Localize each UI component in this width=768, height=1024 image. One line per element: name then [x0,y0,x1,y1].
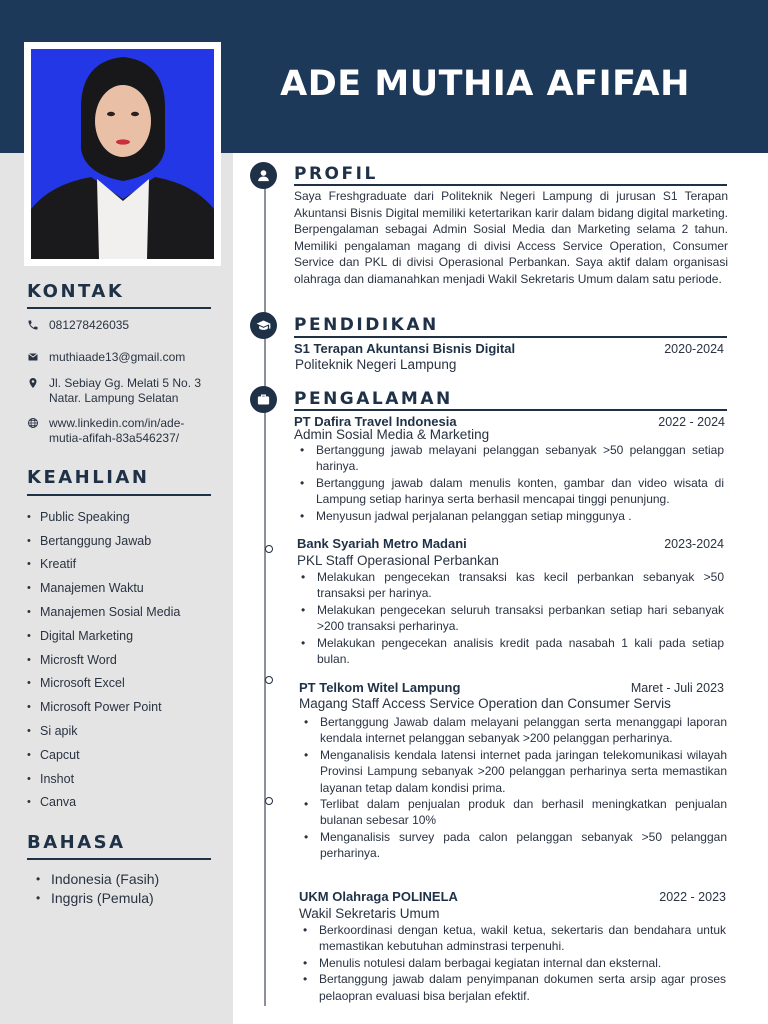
job-role: PKL Staff Operasional Perbankan [297,553,499,568]
list-item: • Menganalisis kendala latensi internet pada jaringan telekomunikasi wilayah Provinsi Lampung sebanyak >200 pelanggan perharinya serta memastikan layanan tetap dalam kondisi prima. [298,747,727,796]
list-item: • Melakukan pengecekan analisis kredit pada nasabah 1 kali pada setiap bulan. [295,635,724,668]
briefcase-icon [256,392,271,407]
timeline-dot [265,676,273,684]
list-item: • Menulis notulesi dalam berbagai kegiatan internal dan eksternal. [297,955,726,971]
organization-name: PT Dafira Travel Indonesia [294,414,457,429]
experience-entry-header [299,680,724,695]
list-item: • Indonesia (Fasih) [36,869,159,888]
list-item: • Si apik [27,719,180,743]
list-item: • Bertanggung jawab melayani pelanggan sebanyak >50 pelanggan setiap harinya. [294,442,724,475]
skills-section-divider [27,494,211,496]
responsibility-list [298,714,727,862]
responsibility-list [295,569,724,667]
list-item: • Berkoordinasi dengan ketua, wakil ketua, sekertaris dan bendahara untuk memastikan kebutuhan adminstrasi terpenuhi. [297,922,726,955]
experience-entry-header [297,536,724,551]
graduation-cap-icon [256,318,271,333]
education-section-divider [294,336,727,338]
list-item: • Kreatif [27,553,180,577]
list-item: • Melakukan pengecekan seluruh transaksi perbankan setiap hari sebanyak >200 transaksi perharinya. [295,602,724,635]
language-section-title: BAHASA [27,832,126,853]
timeline-dot [265,545,273,553]
language-section-divider [27,858,211,860]
contact-address [27,376,217,406]
school-name: Politeknik Negeri Lampung [295,357,457,372]
profile-photo [31,49,214,259]
experience-section-title: PENGALAMAN [294,389,453,409]
education-section-title: PENDIDIKAN [294,315,439,335]
list-item: • Melakukan pengecekan transaksi kas kecil perbankan sebanyak >50 transaksi per harinya. [295,569,724,602]
organization-name: UKM Olahraga POLINELA [299,889,458,904]
education-section-marker [250,312,277,339]
contact-linkedin[interactable] [27,416,217,446]
education-entry-header [294,341,724,356]
organization-name: PT Telkom Witel Lampung [299,680,461,695]
timeline-line [264,186,266,1006]
experience-dates: 2022 - 2024 [658,415,725,429]
job-role: Magang Staff Access Service Operation dan Consumer Servis [299,696,671,711]
responsibility-list [294,442,724,524]
list-item: • Terlibat dalam penjualan produk dan berhasil meningkatkan penjualan bulanan sebesar 10% [298,796,727,829]
list-item: • Manajemen Sosial Media [27,600,180,624]
phone-icon [27,318,49,331]
experience-dates: 2022 - 2023 [659,890,726,904]
list-item: • Manajemen Waktu [27,576,180,600]
contact-section-divider [27,307,211,309]
linkedin-url: www.linkedin.com/in/ade-mutia-afifah-83a546237/ [49,416,185,445]
list-item: • Bertanggung jawab dalam menulis konten, gambar dan video wisata di Lampung setiap harinya serta berhasil mencapai tinggi penunjung. [294,475,724,508]
list-item: • Capcut [27,743,180,767]
list-item: • Canva [27,791,180,815]
contact-email[interactable] [27,350,217,365]
experience-dates: Maret - Juli 2023 [630,681,724,695]
home-address: Jl. Sebiay Gg. Melati 5 No. 3 Natar. Lampung Selatan [49,376,202,405]
skills-list [27,505,180,814]
list-item: • Digital Marketing [27,624,180,648]
job-role: Wakil Sekretaris Umum [299,906,440,921]
list-item: • Microsoft Excel [27,672,180,696]
profile-section-divider [294,184,727,186]
list-item: • Menganalisis survey pada calon pelanggan sebanyak >50 pelanggan perharinya. [298,829,727,862]
experience-dates: 2023-2024 [664,537,724,551]
list-item: • Bertanggung jawab dalam penyimpanan dokumen serta arsip agar proses pelaopran evaluasi bisa berjalan efektif. [297,971,726,1004]
list-item: • Microsft Word [27,648,180,672]
list-item: • Microsoft Power Point [27,695,180,719]
portrait-illustration [31,49,214,259]
organization-name: Bank Syariah Metro Madani [297,536,467,551]
profile-section-marker [250,162,277,189]
experience-entry-header [299,889,726,904]
list-item: • Public Speaking [27,505,180,529]
globe-icon [27,416,49,429]
profile-photo-frame [24,42,221,266]
candidate-name: ADE MUTHIA AFIFAH [280,64,690,104]
list-item: • Bertanggung Jawab [27,529,180,553]
profile-summary: Saya Freshgraduate dari Politeknik Negeri Lampung di jurusan S1 Terapan Akuntansi Bisnis Digital memiliki ketertarikan karir dalam bidang digital marketing. Berpengalaman sebagai Admin Sosial Media dan Marketing selama 2 tahun. Memiliki pengalaman magang di divisi Access Service Operation, Consumer Service dan PKL di divisi Operasional Perbankan. Saya aktif dalam organisasi olahraga dan diamanahkan menjadi Wakil Sekretaris Umum dalam satu periode. [294,189,728,286]
degree-name: S1 Terapan Akuntansi Bisnis Digital [294,341,516,356]
email-address: muthiaade13@gmail.com [49,350,186,364]
language-list [36,869,159,907]
profile-section-title: PROFIL [294,164,378,184]
experience-section-marker [250,386,277,413]
experience-section-divider [294,409,727,411]
list-item: • Inshot [27,767,180,791]
person-icon [256,168,271,183]
job-role: Admin Sosial Media & Marketing [294,427,490,442]
contact-phone [27,318,217,333]
list-item: • Inggris (Pemula) [36,888,159,907]
phone-number: 081278426035 [49,318,130,332]
list-item: • Bertanggung Jawab dalam melayani pelanggan serta menanggapi laporan kendala internet pelanggan sebanyak >200 pelanggan perharinya. [298,714,727,747]
location-pin-icon [27,376,49,389]
timeline-dot [265,797,273,805]
mail-icon [27,350,49,363]
contact-section-title: KONTAK [27,281,125,302]
skills-section-title: KEAHLIAN [27,467,150,488]
education-years: 2020-2024 [664,342,724,356]
list-item: • Menyusun jadwal perjalanan pelanggan setiap minggunya . [294,508,724,524]
responsibility-list [297,922,726,1004]
